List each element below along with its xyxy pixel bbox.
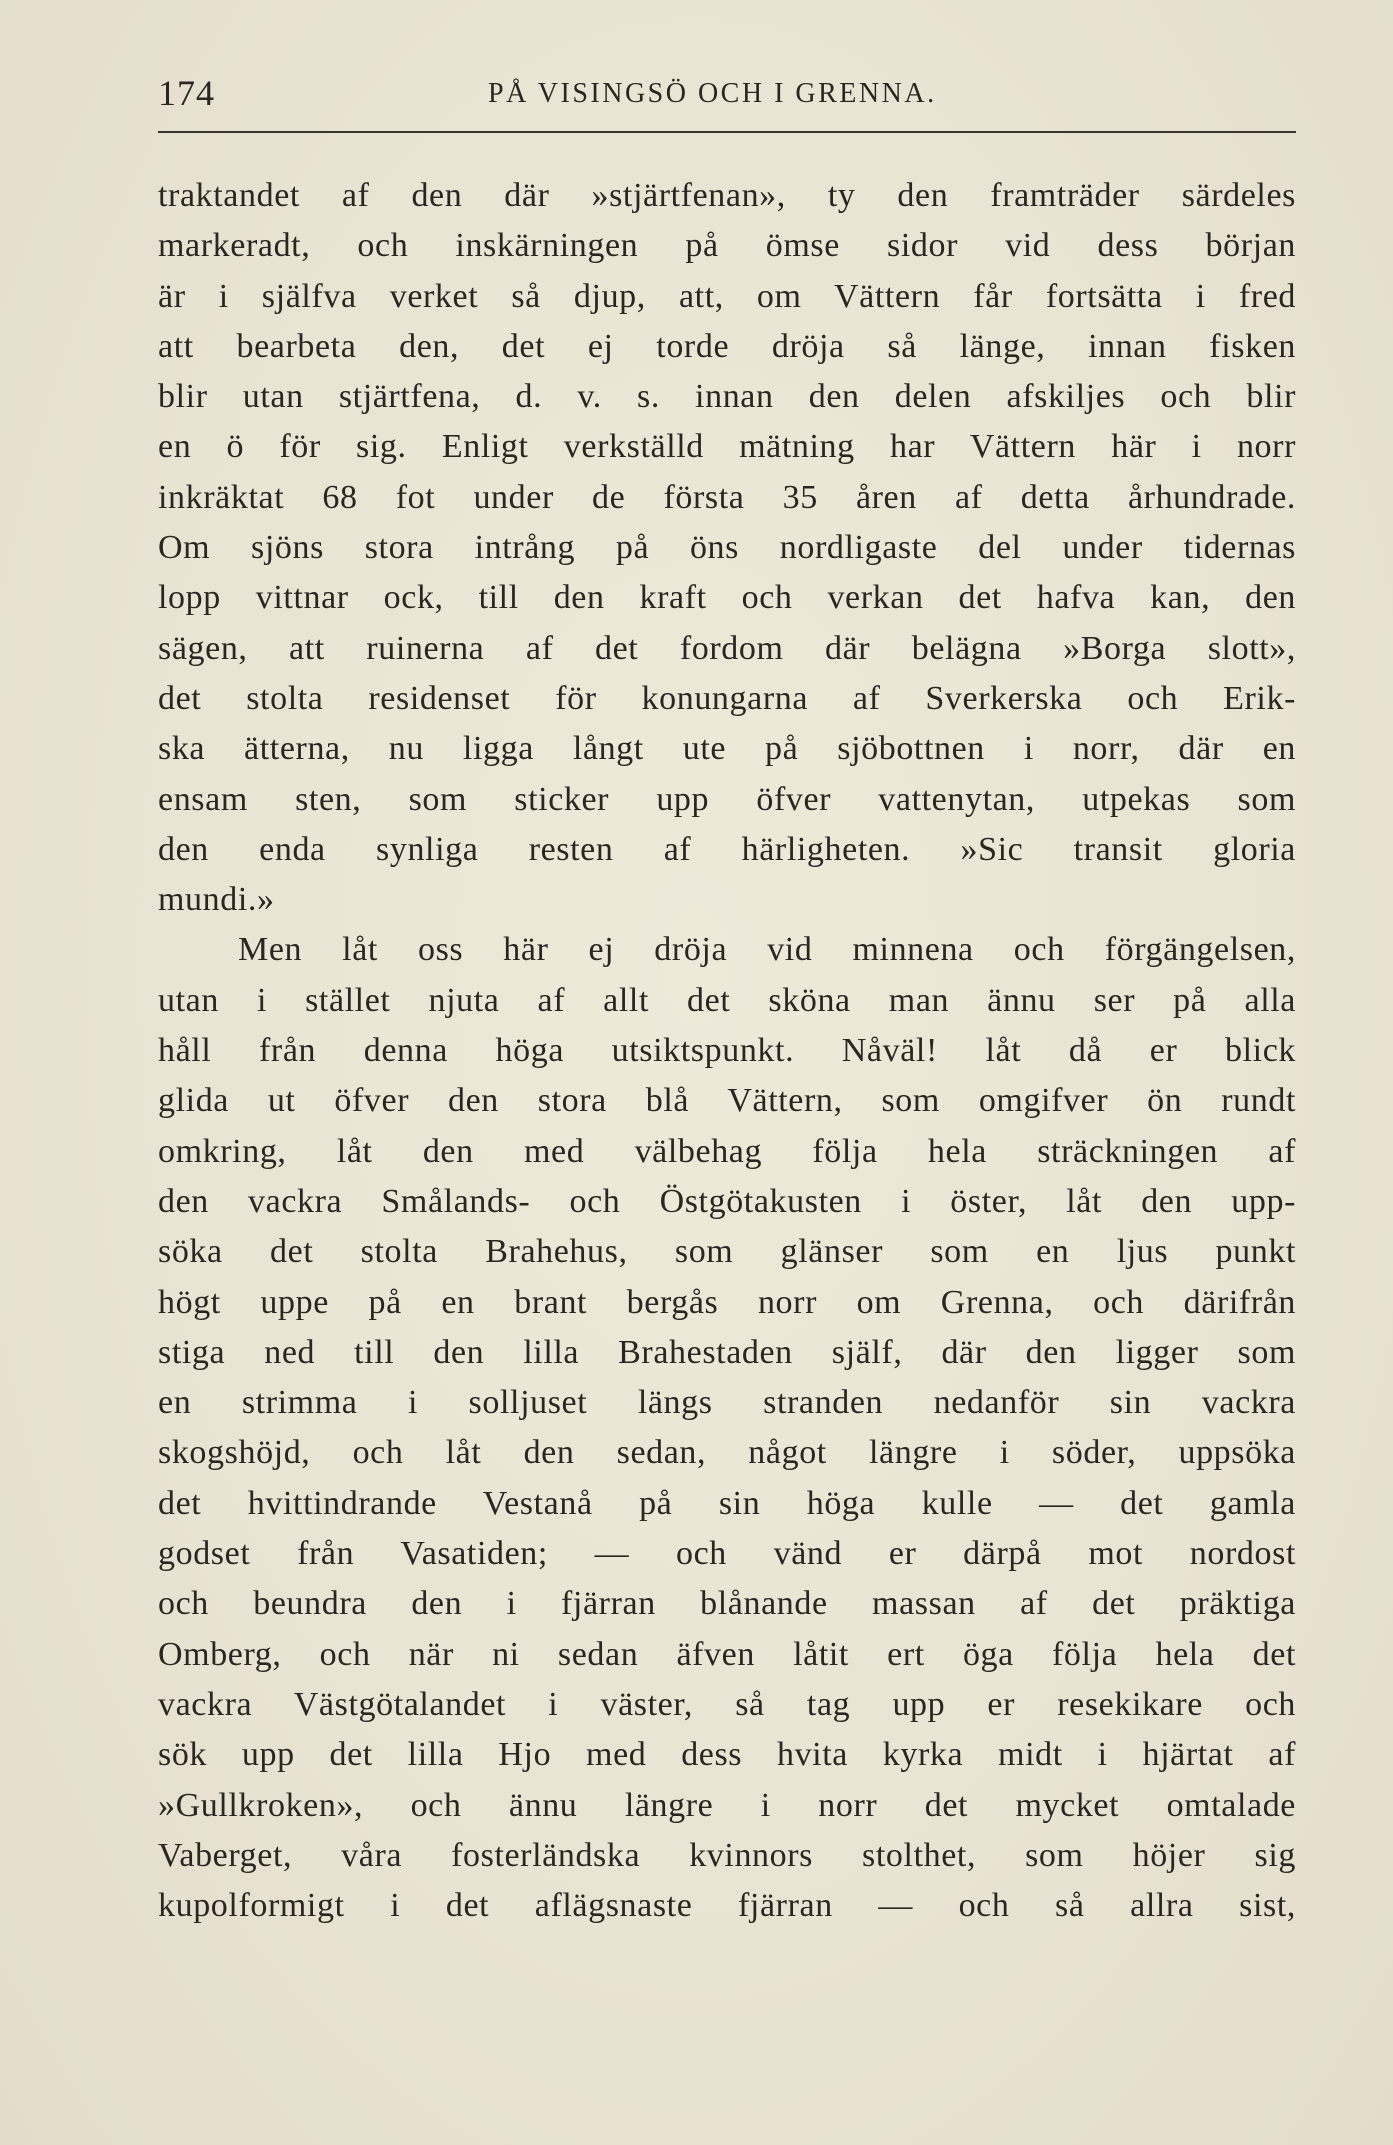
text-line: omkring, låt den med välbehag följa hela sträckningen af [158, 1132, 1296, 1170]
text-line: godset från Vasatiden; — och vänd er därpå mot nordost [158, 1535, 1296, 1573]
text-line: kupolformigt i det aflägsnaste fjärran — och så allra sist, [158, 1887, 1296, 1925]
text-line: sägen, att ruinerna af det fordom där belägna »Borga slott», [158, 629, 1296, 667]
text-line: Om sjöns stora intrång på öns nordligaste del under tidernas [158, 529, 1296, 567]
text-line: det hvittindrande Vestanå på sin höga kulle — det gamla [158, 1484, 1296, 1522]
header-rule [158, 131, 1296, 133]
text-line: Vaberget, våra fosterländska kvinnors stolthet, som höjer sig [158, 1836, 1296, 1874]
running-head: PÅ VISINGSÖ OCH I GRENNA. [488, 78, 937, 109]
text-line: den vackra Smålands- och Östgötakusten i öster, låt den upp- [158, 1182, 1296, 1220]
body-text [158, 171, 1296, 1931]
page-header [158, 68, 1296, 118]
text-line: sök upp det lilla Hjo med dess hvita kyrka midt i hjärtat af [158, 1736, 1296, 1774]
text-line: att bearbeta den, det ej torde dröja så länge, innan fisken [158, 327, 1296, 365]
text-line: traktandet af den där »stjärtfenan», ty den framträder särdeles [158, 177, 1296, 214]
text-line: lopp vittnar ock, till den kraft och verkan det hafva kan, den [158, 579, 1296, 617]
text-line: ska ätterna, nu ligga långt ute på sjöbottnen i norr, där en [158, 730, 1296, 768]
text-line: ensam sten, som sticker upp öfver vattenytan, utpekas som [158, 780, 1296, 818]
text-line: högt uppe på en brant bergås norr om Grenna, och därifrån [158, 1283, 1296, 1321]
text-line: och beundra den i fjärran blånande massan af det präktiga [158, 1585, 1296, 1623]
text-line: Omberg, och när ni sedan äfven låtit ert öga följa hela det [158, 1635, 1296, 1673]
text-line: söka det stolta Brahehus, som glänser som en ljus punkt [158, 1233, 1296, 1271]
text-line: stiga ned till den lilla Brahestaden själf, där den ligger som [158, 1333, 1296, 1371]
text-line: »Gullkroken», och ännu längre i norr det mycket omtalade [158, 1786, 1296, 1824]
text-line: vackra Västgötalandet i väster, så tag upp er resekikare och [158, 1685, 1296, 1723]
text-line: mundi.» [158, 881, 275, 919]
text-line: en strimma i solljuset längs stranden nedanför sin vackra [158, 1384, 1296, 1422]
text-line: en ö för sig. Enligt verkställd mätning har Vättern här i norr [158, 428, 1296, 466]
text-line: det stolta residenset för konungarna af Sverkerska och Erik- [158, 679, 1296, 717]
page-number: 174 [158, 73, 215, 113]
text-line: är i själfva verket så djup, att, om Vättern får fortsätta i fred [158, 277, 1296, 315]
text-line: håll från denna höga utsiktspunkt. Nåväl! låt då er blick [158, 1032, 1296, 1070]
text-line: markeradt, och inskärningen på ömse sidor vid dess början [158, 227, 1296, 265]
text-line: skogshöjd, och låt den sedan, något längre i söder, uppsöka [158, 1434, 1296, 1472]
text-line: glida ut öfver den stora blå Vättern, som omgifver ön rundt [158, 1082, 1296, 1120]
text-line: den enda synliga resten af härligheten. »Sic transit gloria [158, 830, 1296, 868]
text-line: blir utan stjärtfena, d. v. s. innan den delen afskiljes och blir [158, 378, 1296, 416]
text-line: inkräktat 68 fot under de första 35 åren af detta århundrade. [158, 478, 1296, 516]
text-line: utan i stället njuta af allt det sköna man ännu ser på alla [158, 981, 1296, 1019]
text-line: Men låt oss här ej dröja vid minnena och förgängelsen, [238, 931, 1296, 969]
